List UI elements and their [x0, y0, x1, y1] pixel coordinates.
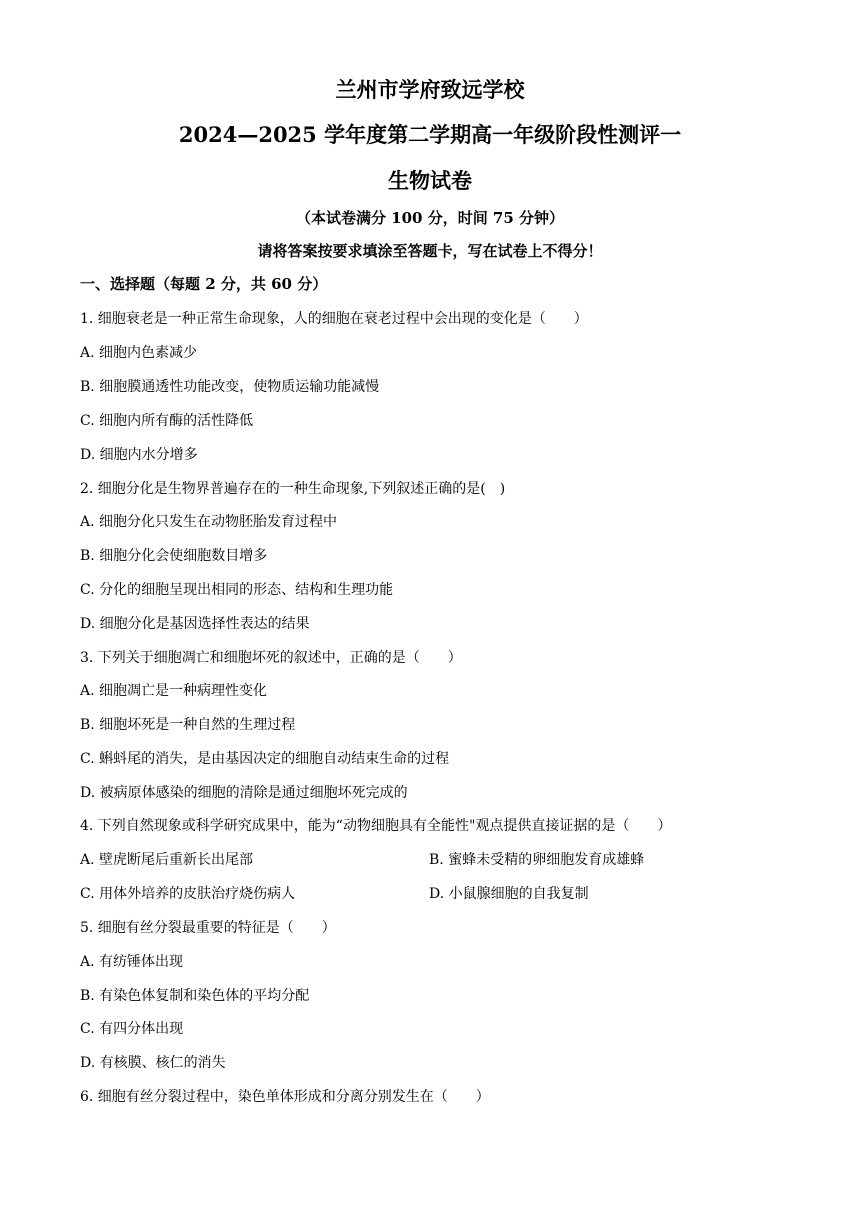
question-stem: 6. 细胞有丝分裂过程中，染色单体形成和分离分别发生在（ ） — [80, 1089, 490, 1105]
option-a: A. 细胞分化只发生在动物胚胎发育过程中 — [80, 514, 338, 530]
option-a: A. 细胞内色素减少 — [80, 345, 198, 361]
option-b: B. 细胞坏死是一种自然的生理过程 — [80, 717, 296, 733]
question-stem: 3. 下列关于细胞凋亡和细胞坏死的叙述中，正确的是（ ） — [80, 650, 462, 666]
option-c: C. 蝌蚪尾的消失，是由基因决定的细胞自动结束生命的过程 — [80, 751, 450, 767]
school-name: 兰州市学府致远学校 — [335, 77, 525, 102]
option-c: C. 有四分体出现 — [80, 1021, 184, 1037]
subject-title: 生物试卷 — [388, 168, 472, 193]
score-time-note: （本试卷满分 100 分，时间 75 分钟） — [295, 209, 565, 227]
option-d: D. 被病原体感染的细胞的清除是通过细胞坏死完成的 — [80, 785, 408, 801]
option-a: A. 壁虎断尾后重新长出尾部 — [80, 852, 254, 868]
option-c: C. 细胞内所有酶的活性降低 — [80, 413, 254, 429]
answer-instruction: 请将答案按要求填涂至答题卡，写在试卷上不得分！ — [257, 242, 603, 260]
question-stem: 4. 下列自然现象或科学研究成果中，能为“动物细胞具有全能性"观点提供直接证据的是（ ） — [80, 818, 672, 834]
option-b: B. 细胞分化会使细胞数目增多 — [80, 548, 268, 564]
option-b: B. 细胞膜通透性功能改变，使物质运输功能减慢 — [80, 379, 380, 395]
option-a: A. 细胞凋亡是一种病理性变化 — [80, 683, 268, 699]
option-a: A. 有纺锤体出现 — [80, 954, 184, 970]
exam-term-title: 2024—2025 学年度第二学期高一年级阶段性测评一 — [178, 122, 682, 147]
question-stem: 2. 细胞分化是生物界普遍存在的一种生命现象,下列叙述正确的是( ) — [80, 481, 506, 497]
question-stem: 5. 细胞有丝分裂最重要的特征是（ ） — [80, 920, 336, 936]
option-c: C. 用体外培养的皮肤治疗烧伤病人 — [80, 886, 296, 902]
section-heading: 一、选择题（每题 2 分，共 60 分） — [80, 275, 328, 293]
option-c: C. 分化的细胞呈现出相同的形态、结构和生理功能 — [80, 582, 394, 598]
option-d: D. 细胞分化是基因选择性表达的结果 — [80, 616, 310, 632]
option-b: B. 有染色体复制和染色体的平均分配 — [80, 988, 310, 1004]
option-d: D. 细胞内水分增多 — [80, 447, 198, 463]
option-b: B. 蜜蜂未受精的卵细胞发育成雄蜂 — [429, 852, 645, 868]
option-d: D. 有核膜、核仁的消失 — [80, 1055, 226, 1071]
option-d: D. 小鼠腺细胞的自我复制 — [429, 886, 589, 902]
question-stem: 1. 细胞衰老是一种正常生命现象，人的细胞在衰老过程中会出现的变化是（ ） — [80, 311, 588, 327]
